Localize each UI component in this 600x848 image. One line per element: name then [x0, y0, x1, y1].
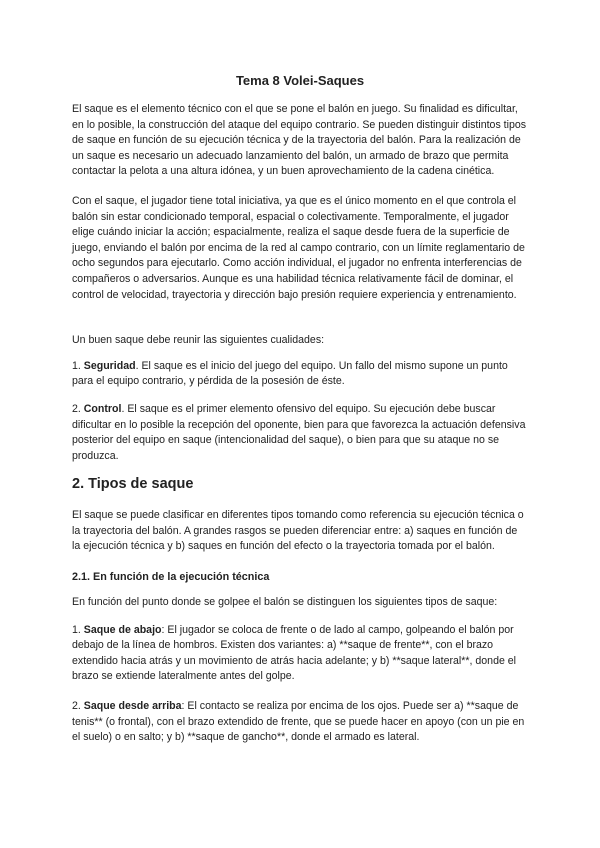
- document-page: [72, 72, 528, 746]
- item-term: Saque de abajo: [83, 623, 162, 636]
- serve-type-arriba: [72, 699, 528, 746]
- quality-item-control: [72, 402, 528, 464]
- item-term: Control: [83, 402, 122, 415]
- item-number: 1.: [72, 359, 84, 372]
- item-term: Saque desde arriba: [83, 700, 182, 713]
- item-description: . El saque es el inicio del juego del equipo. Un fallo del mismo supone un punto para el equipo contrario, y pérdida de la posesión de éste.: [72, 359, 508, 388]
- intro-paragraph: El saque es el elemento técnico con el que se pone el balón en juego. Su finalidad es dificultar, en lo posible, la construcción del ataque del equipo contrario. Se pueden distinguir distintos tipos de saque en función de su ejecución técnica y de la trayectoria del balón. Para la realización de un saque es necesario un adecuado lanzamiento del balón, un armado de brazo que permita contactar la pelota a una altura idónea, y un buen aprovechamiento de la cadena cinética.: [72, 103, 527, 178]
- item-description: : El contacto se realiza por encima de los ojos. Puede ser a) **saque de tenis** (o frontal), con el brazo extendido de frente, que se puede hacer en apoyo (con un pie en el suelo) o en salto; y b) **saque de gancho**, donde el armado es lateral.: [72, 700, 525, 744]
- item-description: . El saque es el primer elemento ofensivo del equipo. Su ejecución debe buscar dificultar en lo posible la recepción del oponente, bien para que favorezca la actuación defensiva posterior del equipo en saque (intencionalidad del saque), o bien para que su ataque no se produzca.: [72, 402, 526, 462]
- subsection-intro: En función del punto donde se golpee el balón se distinguen los siguientes tipos de saque:: [72, 596, 498, 609]
- document-title: Tema 8 Volei-Saques: [235, 73, 365, 88]
- subsection-heading-ejecucion: 2.1. En función de la ejecución técnica: [72, 571, 270, 584]
- serve-type-abajo: [72, 623, 528, 685]
- item-description: : El jugador se coloca de frente o de lado al campo, golpeando el balón por debajo de la línea de hombros. Existen dos variantes: a) **saque de frente**, con el brazo extendido hacia atrás y un movimiento de atrás hacia adelante; y b) **saque lateral**, donde el brazo se extiende lateralmente antes del golpe.: [72, 623, 517, 683]
- qualities-intro: Un buen saque debe reunir las siguientes cualidades:: [72, 334, 325, 347]
- initiative-paragraph: Con el saque, el jugador tiene total iniciativa, ya que es el único momento en el que controla el balón sin estar condicionado temporal, espacial o colectivamente. Temporalmente, el jugador elige cuándo iniciar la acción; espacialmente, realiza el saque desde fuera de la superficie de juego, enviando el balón por encima de la red al campo contrario, con un límite reglamentario de ocho segundos para ejecutarlo. Como acción individual, el jugador no enfrenta interferencias de compañeros o adversarios. Aunque es una habilidad técnica relativamente fácil de dominar, el control de velocidad, trayectoria y dirección bajo presión requiere experiencia y entrenamiento.: [72, 194, 525, 301]
- item-number: 2.: [72, 402, 84, 415]
- quality-item-seguridad: [72, 359, 528, 390]
- section-heading-tipos: 2. Tipos de saque: [72, 476, 194, 493]
- item-term: Seguridad: [83, 359, 136, 372]
- classification-paragraph: El saque se puede clasificar en diferentes tipos tomando como referencia su ejecución técnica o la trayectoria del balón. A grandes rasgos se pueden diferenciar entre: a) saques en función de la ejecución técnica y b) saques en función del efecto o la trayectoria tomada por el balón.: [72, 509, 524, 553]
- item-number: 2.: [72, 700, 84, 713]
- item-number: 1.: [72, 623, 84, 636]
